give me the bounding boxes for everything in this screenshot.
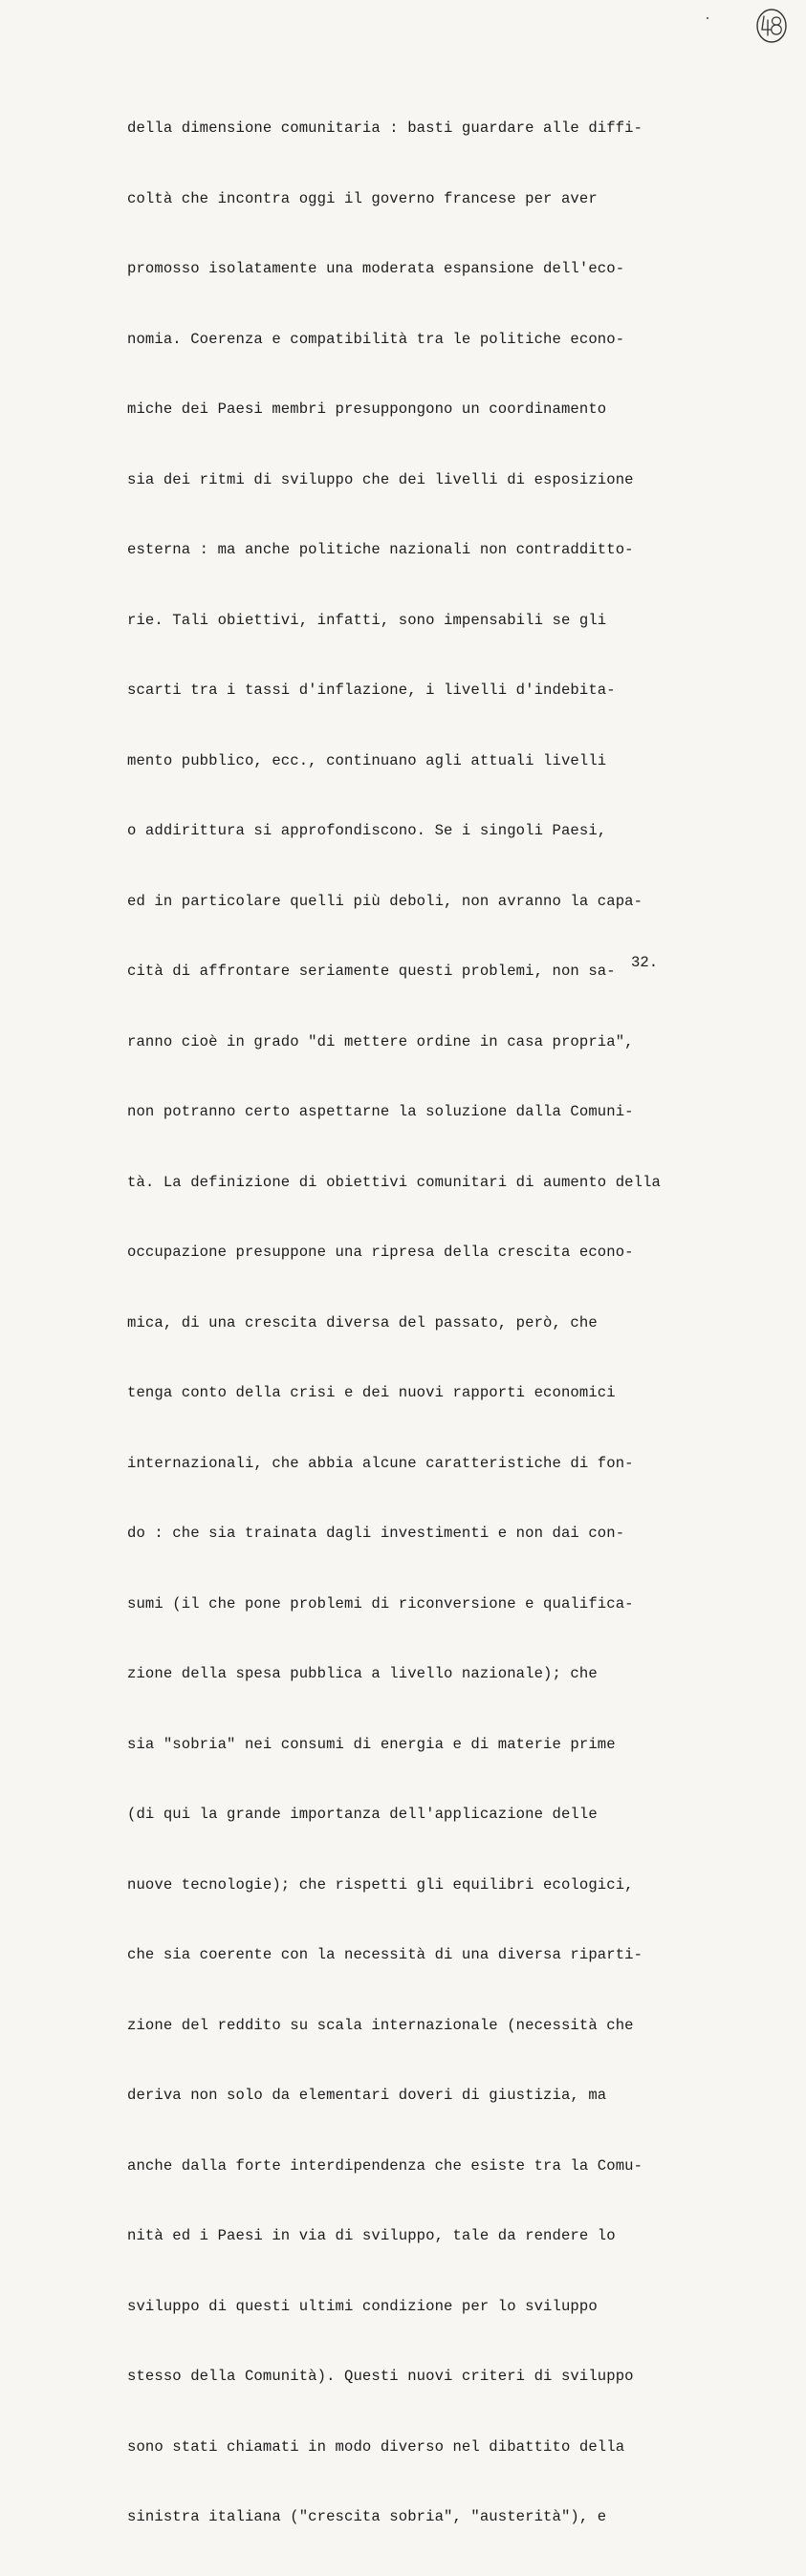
ink-speck [707, 17, 708, 19]
text-line: non potranno certo aspettarne la soluzione dalla Comuni- [127, 1103, 634, 1120]
typed-paragraph [127, 70, 701, 2576]
text-line: (di qui la grande importanza dell'applicazione delle [127, 1806, 598, 1823]
text-line: cità di affrontare seriamente questi problemi, non sa- [127, 963, 616, 980]
text-line: esterna : ma anche politiche nazionali non contradditto- [127, 541, 634, 558]
text-line: rie. Tali obiettivi, infatti, sono impensabili se gli [127, 611, 607, 629]
text-line: tenga conto della crisi e dei nuovi rapporti economici [127, 1384, 616, 1401]
text-line: anche dalla forte interdipendenza che esiste tra la Comu- [127, 2156, 643, 2175]
text-line: occupazione presuppone una ripresa della crescita econo- [127, 1244, 634, 1261]
text-line: promosso isolatamente una moderata espansione dell'eco- [127, 260, 625, 277]
text-line: mento pubblico, ecc., continuano agli attuali livelli [127, 751, 607, 769]
text-line: ranno cioè in grado "di mettere ordine in casa propria", [127, 1032, 634, 1050]
handwritten-page-stamp-icon [754, 7, 789, 45]
text-line: nomia. Coerenza e compatibilità tra le politiche econo- [127, 330, 625, 348]
text-line: nuove tecnologie); che rispetti gli equilibri ecologici, [127, 1875, 634, 1894]
text-line: deriva non solo da elementari doveri di giustizia, ma [127, 2087, 607, 2104]
text-line: mica, di una crescita diversa del passato, però, che [127, 1313, 598, 1331]
text-line: sviluppo di questi ultimi condizione per lo sviluppo [127, 2297, 598, 2315]
text-line: della dimensione comunitaria : basti guardare alle diffi- [127, 119, 643, 137]
text-line: stesso della Comunità). Questi nuovi criteri di sviluppo [127, 2368, 634, 2385]
text-line: sia "sobria" nei consumi di energia e di materie prime [127, 1735, 616, 1753]
text-line: sia dei ritmi di sviluppo che dei livelli di esposizione [127, 470, 634, 488]
text-line: zione del reddito su scala internazionale (necessità che [127, 2016, 634, 2034]
text-line: sono stati chiamati in modo diverso nel dibattito della [127, 2437, 625, 2456]
text-line: coltà che incontra oggi il governo francese per aver [127, 189, 598, 207]
text-line: nità ed i Paesi in via di sviluppo, tale da rendere lo [127, 2227, 616, 2244]
text-line: do : che sia trainata dagli investimenti e non dai con- [127, 1525, 625, 1542]
text-line: ed in particolare quelli più deboli, non avranno la capa- [127, 892, 643, 910]
text-line: o addirittura si approfondiscono. Se i singoli Paesi, [127, 822, 607, 839]
text-line: scarti tra i tassi d'inflazione, i livelli d'indebita- [127, 682, 616, 699]
text-line: internazionali, che abbia alcune caratteristiche di fon- [127, 1454, 634, 1472]
text-line: tà. La definizione di obiettivi comunitari di aumento della [127, 1173, 662, 1191]
text-line: zione della spesa pubblica a livello nazionale); che [127, 1665, 598, 1682]
text-line: sinistra italiana ("crescita sobria", "austerità"), e [127, 2508, 607, 2525]
page-number: 32. [631, 954, 659, 971]
text-line: miche dei Paesi membri presuppongono un coordinamento [127, 400, 607, 418]
text-line: sumi (il che pone problemi di riconversione e qualifica- [127, 1594, 634, 1613]
text-line: che sia coerente con la necessità di una diversa riparti- [127, 1946, 643, 1963]
